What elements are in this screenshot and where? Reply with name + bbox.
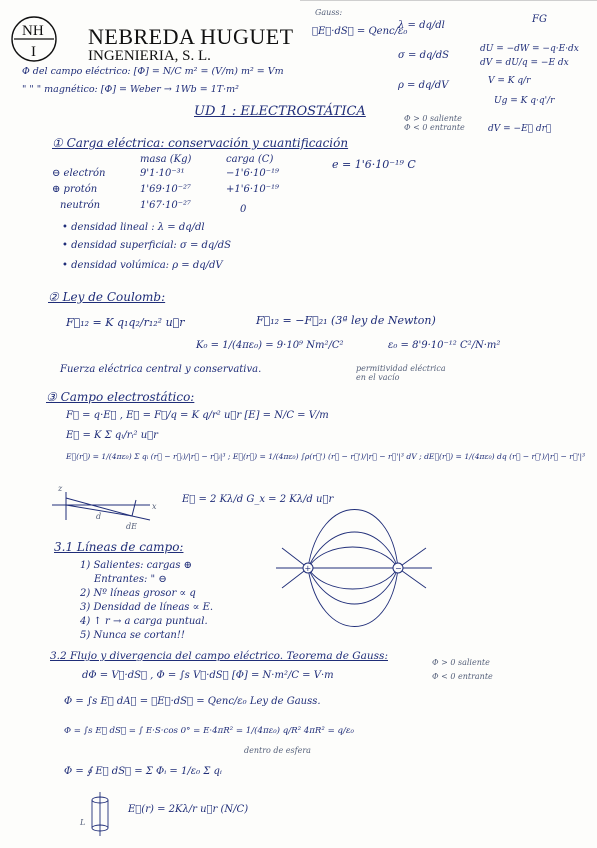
s32-wire: E⃗(r) = 2Kλ/r u⃗r (N/C) [128, 804, 249, 815]
fig-de-label: dE [126, 522, 137, 531]
s3-line2: E⃗ = K Σ qᵢ/rᵢ² u⃗r [66, 430, 158, 441]
sigma-def: σ = dq/dS [398, 50, 449, 61]
newton-third-law: F⃗₁₂ = −F⃗₂₁ (3ª ley de Newton) [256, 314, 436, 327]
s32-sphere-note: dentro de esfera [244, 746, 311, 755]
s32-note-pos: Φ > 0 saliente [432, 658, 490, 667]
ug-line: Ug = K q·q'/r [494, 96, 555, 106]
s3-line3: E⃗(r⃗) = 1/(4πε₀) Σ qᵢ (r⃗ − r⃗ᵢ)/|r⃗ − r⃗ᵢ|³ ; E⃗(r⃗) = 1/(4πε₀) ∫ρ(r⃗') (r⃗ − r⃗')/|r⃗ − r⃗'|³ dV ; dE⃗(r⃗) = 1/(4πε₀) dq (r⃗ − r⃗')/|r⃗ − r⃗'|³ [66, 452, 586, 461]
eps-note: permitividad eléctrica en el vacío [356, 364, 446, 382]
fig-d-label: d [96, 512, 102, 521]
row-proton-name: ⊕ protón [52, 184, 98, 195]
force-note: Fuerza eléctrica central y conservativa. [60, 364, 262, 375]
s32-note-neg: Φ < 0 entrante [432, 672, 493, 681]
s32-sphere: Φ = ∫s E⃗ dS⃗ = ∫ E·S·cos 0° = E·4πR² = 1/(4πε₀) q/R² 4πR² = q/ε₀ [64, 726, 354, 736]
s32-dphi: dΦ = V⃗·dS⃗ , Φ = ∫s V⃗·dS⃗ [Φ] = N·m²/C = V·m [82, 670, 334, 681]
row-neutron-name: neutrón [60, 200, 101, 211]
company-subtitle: INGENIERIA, S. L. [88, 48, 211, 64]
gauss-formula: ∮E⃗·dS⃗ = Qenc/ε₀ [312, 26, 408, 37]
electric-flux-units: Φ del campo eléctrico: [Φ] = N/C m² = (V/m) m² = Vm [22, 66, 284, 77]
v-line: V = K q/r [488, 76, 531, 86]
flux-note-pos: Φ > 0 saliente [404, 114, 462, 123]
fig-z-label: z [58, 484, 63, 493]
row-electron-mass: 9'1·10⁻³¹ [140, 168, 185, 179]
row-electron-name: ⊖ electrón [52, 168, 106, 179]
rho-def: ρ = dq/dV [398, 80, 449, 91]
fig-x-label: x [152, 502, 157, 511]
du-line: dU = −dW = −q·E·dx [480, 44, 579, 54]
s31-item-3: 2) Nº líneas grosor ∝ q [80, 588, 196, 599]
s31-item-5: 4) ↑ r → a carga puntual. [80, 616, 208, 627]
magnetic-flux-units: " " " magnético: [Φ] = Weber → 1Wb = 1T·m² [22, 84, 239, 95]
s31-item-4: 3) Densidad de líneas ∝ E. [80, 602, 214, 613]
coulomb-formula: F⃗₁₂ = K q₁q₂/r₁₂² u⃗r [66, 316, 185, 329]
svg-text:−: − [395, 564, 402, 573]
svg-text:I: I [31, 44, 36, 60]
s3-title: ③ Campo electrostático: [46, 390, 195, 404]
s31-item-1: 1) Salientes: cargas ⊕ [80, 560, 193, 571]
company-name: NEBREDA HUGUET [88, 24, 294, 49]
s3-line1: F⃗ = q·E⃗ , E⃗ = F⃗/q = K q/r² u⃗r [E] = N/C = V/m [66, 410, 329, 421]
dv-line: dV = dU/q = −E dx [480, 58, 569, 68]
svg-text:NH: NH [22, 23, 44, 39]
s32-title: 3.2 Flujo y divergencia del campo eléctrico. Teorema de Gauss: [50, 650, 388, 662]
s32-gauss: Φ = ∫s E⃗ dA⃗ = ∮E⃗·dS⃗ = Qenc/ε₀ Ley de Gauss. [64, 696, 321, 707]
eps-value: ε₀ = 8'9·10⁻¹² C²/N·m² [388, 340, 501, 351]
s31-title: 3.1 Líneas de campo: [54, 540, 184, 554]
s1-lineal: • densidad lineal : λ = dq/dl [62, 222, 205, 233]
dvs-line: dV = −E⃗ dr⃗ [488, 124, 552, 134]
wire-field: E⃗ = 2 Kλ/d G_x = 2 Kλ/d u⃗r [182, 494, 334, 505]
fig-label: FG [532, 14, 547, 25]
row-proton-mass: 1'69·10⁻²⁷ [140, 184, 192, 195]
s31-item-6: 5) Nunca se cortan!! [80, 630, 185, 641]
s31-item-2: Entrantes: " ⊖ [94, 574, 167, 585]
k-value: K₀ = 1/(4πε₀) = 9·10⁹ Nm²/C² [196, 340, 344, 351]
flux-note-neg: Φ < 0 entrante [404, 123, 465, 132]
s1-title: ① Carga eléctrica: conservación y cuantificación [52, 136, 349, 150]
s32-wire-label: L [80, 818, 86, 827]
row-neutron-mass: 1'67·10⁻²⁷ [140, 200, 192, 211]
s1-volumica: • densidad volúmica: ρ = dq/dV [62, 260, 223, 271]
row-proton-charge: +1'6·10⁻¹⁹ [226, 184, 280, 195]
row-electron-charge: −1'6·10⁻¹⁹ [226, 168, 280, 179]
s2-title: ② Ley de Coulomb: [48, 290, 166, 304]
unit-title: UD 1 : ELECTROSTÁTICA [194, 104, 366, 119]
s1-col-mass: masa (Kg) [140, 154, 192, 165]
s1-e-value: e = 1'6·10⁻¹⁹ C [332, 158, 416, 171]
s1-col-charge: carga (C) [226, 154, 274, 165]
gauss-label: Gauss: [315, 8, 343, 17]
lambda-def: λ = dq/dl [398, 20, 445, 31]
s1-superficial: • densidad superficial: σ = dq/dS [62, 240, 231, 251]
svg-text:+: + [304, 564, 312, 573]
s32-sum: Φ = ∮ E⃗ dS⃗ = Σ Φᵢ = 1/ε₀ Σ qᵢ [64, 766, 222, 777]
row-neutron-charge: 0 [240, 204, 247, 215]
